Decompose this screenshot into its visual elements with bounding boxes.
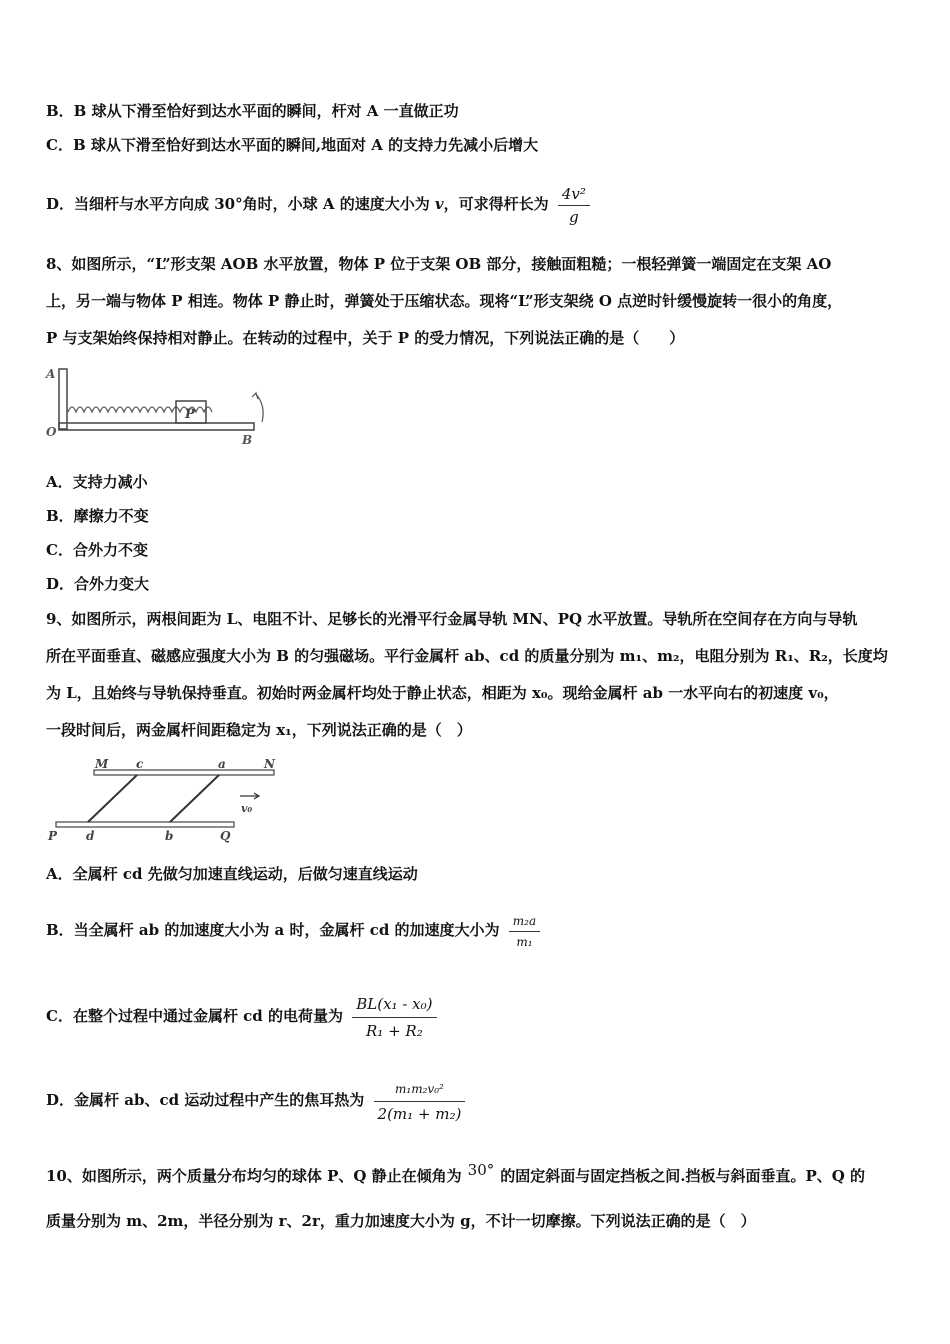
label-v0: v₀	[241, 802, 253, 815]
rail-mn	[94, 770, 274, 775]
rod-ab	[170, 775, 219, 822]
q8-stem-line2: 上，另一端与物体 P 相连。物体 P 静止时，弹簧处于压缩状态。现将“L”形支架绕 O 点逆时针缓慢旋转一很小的角度，	[46, 292, 843, 310]
q8-stem-line3: P 与支架始终保持相对静止。在转动的过程中，关于 P 的受力情况，下列说法正确的是（ ）	[46, 329, 685, 347]
q9-option-b-fraction	[509, 911, 540, 952]
q8-option-b: B．摩擦力不变	[46, 507, 149, 525]
label-b: b	[165, 829, 174, 843]
q9-option-b-text: B．当全属杆 ab 的加速度大小为 a 时，金属杆 cd 的加速度大小为	[46, 921, 500, 939]
q10-stem-line2: 质量分别为 m、2m，半径分别为 r、2r，重力加速度大小为 g，不计一切摩擦。下列说法正确的是（ ）	[46, 1212, 756, 1230]
fraction-denominator: m₁	[509, 931, 540, 952]
fraction-denominator: R₁ + R₂	[352, 1017, 436, 1044]
q9-option-c-fraction	[352, 991, 436, 1044]
q9-option-d	[46, 1066, 465, 1134]
bracket-ao	[59, 369, 67, 429]
label-d: d	[86, 829, 95, 843]
rotation-arrow	[256, 394, 263, 422]
rail-pq	[56, 822, 234, 827]
q9-option-d-text: D．金属杆 ab、cd 运动过程中产生的焦耳热为	[46, 1091, 365, 1109]
label-o: O	[46, 425, 57, 439]
label-m: M	[95, 757, 109, 771]
label-c: c	[136, 757, 144, 771]
q8-figure-l-bracket	[44, 364, 274, 448]
label-a: a	[218, 757, 226, 771]
q7-option-b: B．B 球从下滑至恰好到达水平面的瞬间，杆对 A 一直做正功	[46, 102, 459, 120]
q9-stem-line4: 一段时间后，两金属杆间距稳定为 x₁，下列说法正确的是（ ）	[46, 721, 472, 739]
label-a: A	[46, 367, 56, 381]
fraction-numerator: m₂a	[512, 913, 537, 928]
q9-option-d-fraction	[374, 1077, 466, 1126]
q9-stem-line1: 9、如图所示，两根间距为 L、电阻不计、足够长的光滑平行金属导轨 MN、PQ 水平放置。导轨所在空间存在方向与导轨	[46, 610, 858, 628]
q7-option-d-fraction	[558, 183, 590, 228]
q7-option-d-v: v	[434, 195, 444, 213]
bracket-ob	[59, 423, 254, 430]
fraction-denominator: g	[558, 205, 590, 228]
rotation-arrow-head	[252, 393, 258, 399]
q9-option-c-text: C．在整个过程中通过金属杆 cd 的电荷量为	[46, 1007, 344, 1025]
q10-angle: 30°	[467, 1161, 495, 1179]
q10-stem-text-cont: 的固定斜面与固定挡板之间.挡板与斜面垂直。P、Q 的	[500, 1167, 866, 1185]
q9-option-a: A．全属杆 cd 先做匀加速直线运动，后做匀速直线运动	[46, 865, 418, 883]
q10-stem-text: 10、如图所示，两个质量分布均匀的球体 P、Q 静止在倾角为	[46, 1167, 462, 1185]
q9-option-c	[46, 982, 437, 1050]
q8-option-a: A．支持力减小	[46, 473, 148, 491]
q7-option-d-text: D．当细杆与水平方向成 30°角时，小球 A 的速度大小为	[46, 195, 435, 213]
rod-cd	[88, 775, 137, 822]
fraction-numerator: m₁m₂v₀²	[395, 1081, 444, 1096]
fraction-denominator: 2(m₁ + m₂)	[374, 1101, 466, 1126]
q9-stem-line2: 所在平面垂直、磁感应强度大小为 B 的匀强磁场。平行金属杆 ab、cd 的质量分别为 m₁、m₂，电阻分别为 R₁、R₂，长度均	[46, 647, 888, 665]
label-n: N	[264, 757, 275, 771]
label-p: P	[185, 407, 195, 422]
q10-stem-line1	[46, 1150, 865, 1196]
label-b: B	[242, 433, 253, 447]
q9-figure-rails	[44, 756, 284, 846]
q7-option-d	[46, 176, 590, 232]
label-q: Q	[220, 829, 231, 843]
label-p: P	[48, 829, 58, 843]
fraction-numerator: 4v²	[561, 184, 586, 203]
q8-option-c: C．合外力不变	[46, 541, 148, 559]
fraction-numerator: BL(x₁ - x₀)	[356, 994, 433, 1013]
q9-option-b	[46, 898, 540, 962]
q7-option-c: C．B 球从下滑至恰好到达水平面的瞬间,地面对 A 的支持力先减小后增大	[46, 136, 539, 154]
q7-option-d-mid: ，可求得杆长为	[443, 195, 549, 213]
q8-option-d: D．合外力变大	[46, 575, 150, 593]
q9-stem-line3: 为 L，且始终与导轨保持垂直。初始时两金属杆均处于静止状态，相距为 x₀。现给金属杆 ab 一水平向右的初速度 v₀，	[46, 684, 839, 702]
q8-stem-line1: 8、如图所示，“L”形支架 AOB 水平放置，物体 P 位于支架 OB 部分，接触面粗糙；一根轻弹簧一端固定在支架 AO	[46, 255, 832, 273]
